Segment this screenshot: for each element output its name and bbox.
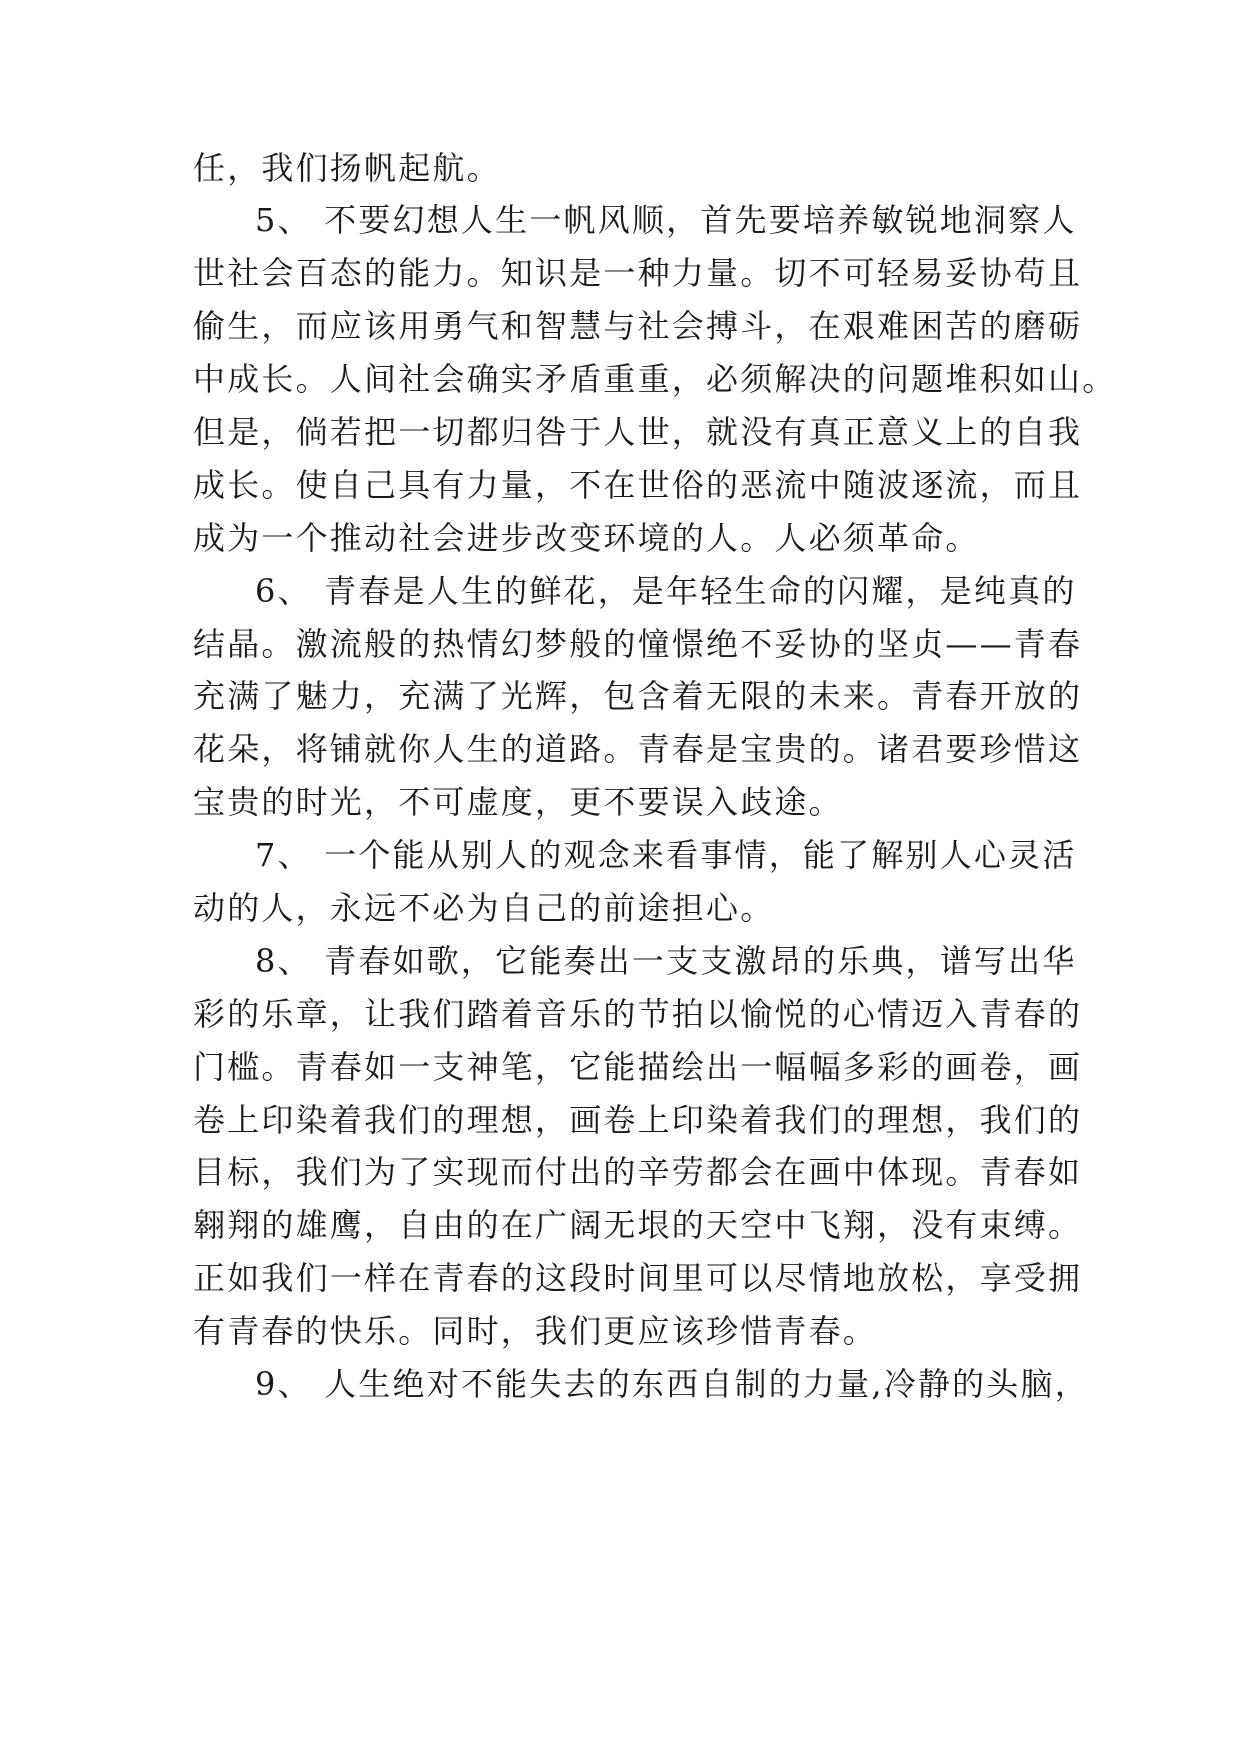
text-line: 卷上印染着我们的理想，画卷上印染着我们的理想，我们的 <box>193 1101 1083 1139</box>
text-line: 成为一个推动社会进步改变环境的人。人必须革命。 <box>193 519 980 557</box>
text-line: 任，我们扬帆起航。 <box>193 149 501 187</box>
text-line: 偷生，而应该用勇气和智慧与社会搏斗，在艰难困苦的磨砺 <box>193 307 1083 345</box>
text-line: 成长。使自己具有力量，不在世俗的恶流中随波逐流，而且 <box>193 466 1083 504</box>
item-6-first-line: 6、 青春是人生的鲜花，是年轻生命的闪耀，是纯真的 <box>255 572 1077 610</box>
text-line: 花朵，将铺就你人生的道路。青春是宝贵的。诸君要珍惜这 <box>193 730 1083 768</box>
item-7-first-line: 7、 一个能从别人的观念来看事情，能了解别人心灵活 <box>255 836 1077 874</box>
item-5-first-line: 5、 不要幻想人生一帆风顺，首先要培养敏锐地洞察人 <box>255 201 1077 239</box>
text-line: 中成长。人间社会确实矛盾重重，必须解决的问题堆积如山。 <box>193 360 1117 398</box>
text-line: 充满了魅力，充满了光辉，包含着无限的未来。青春开放的 <box>193 677 1083 715</box>
text-line: 目标，我们为了实现而付出的辛劳都会在画中体现。青春如 <box>193 1153 1083 1191</box>
text-line: 翱翔的雄鹰，自由的在广阔无垠的天空中飞翔，没有束缚。 <box>193 1206 1083 1244</box>
text-line: 正如我们一样在青春的这段时间里可以尽情地放松，享受拥 <box>193 1259 1083 1297</box>
text-line: 门槛。青春如一支神笔，它能描绘出一幅幅多彩的画卷，画 <box>193 1048 1083 1086</box>
text-line: 动的人，永远不必为自己的前途担心。 <box>193 889 775 927</box>
text-line: 世社会百态的能力。知识是一种力量。切不可轻易妥协苟且 <box>193 254 1083 292</box>
text-line: 但是，倘若把一切都归咎于人世，就没有真正意义上的自我 <box>193 413 1083 451</box>
item-9-first-line: 9、 人生绝对不能失去的东西自制的力量,冷静的头脑， <box>255 1365 1089 1403</box>
text-line: 宝贵的时光，不可虚度，更不要误入歧途。 <box>193 783 843 821</box>
text-line: 彩的乐章，让我们踏着音乐的节拍以愉悦的心情迈入青春的 <box>193 995 1083 1033</box>
item-8-first-line: 8、 青春如歌，它能奏出一支支激昂的乐典，谱写出华 <box>255 942 1077 980</box>
text-line: 有青春的快乐。同时，我们更应该珍惜青春。 <box>193 1312 878 1350</box>
text-line: 结晶。激流般的热情幻梦般的憧憬绝不妥协的坚贞——青春 <box>193 625 1083 663</box>
